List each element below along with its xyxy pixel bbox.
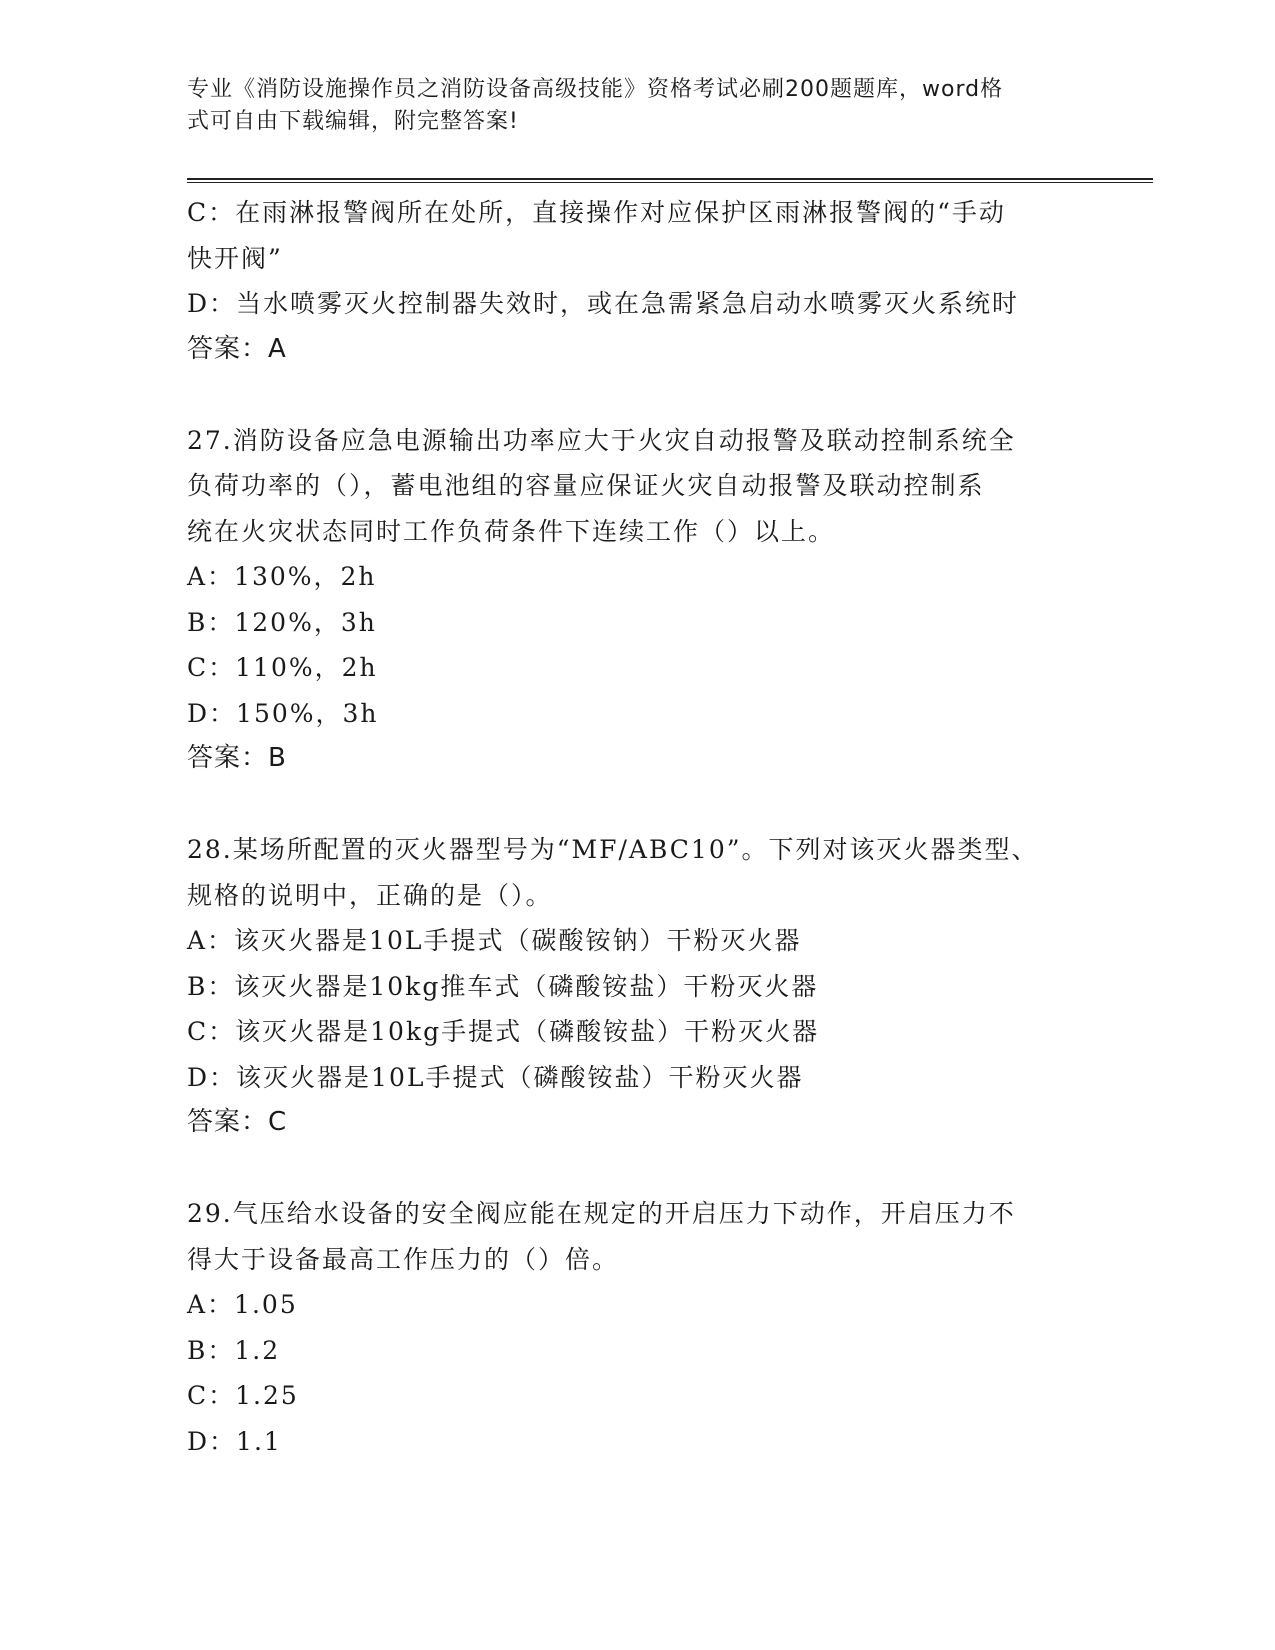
- answer: 答案：A: [187, 333, 287, 364]
- option-a: A：130%，2h: [187, 562, 377, 591]
- option-a: A：1.05: [187, 1290, 298, 1319]
- answer: 答案：C: [187, 1107, 288, 1137]
- question-29: [187, 1191, 1087, 1464]
- answer: 答案：B: [187, 743, 287, 773]
- option-a: A：该灭火器是10L手提式（碳酸铵钠）干粉灭火器: [187, 926, 802, 955]
- option-c: C：110%，2h: [187, 653, 378, 682]
- spacer: [187, 1146, 1087, 1192]
- question-stem: 负荷功率的（），蓄电池组的容量应保证火灾自动报警及联动控制系: [187, 471, 985, 500]
- option-b: B：1.2: [187, 1335, 281, 1365]
- question-stem: 29.气压给水设备的安全阀应能在规定的开启压力下动作，开启压力不: [187, 1199, 1016, 1228]
- question-stem: 规格的说明中，正确的是（）。: [187, 880, 553, 910]
- header-divider: [187, 178, 1153, 183]
- option-d: D：当水喷雾灭火控制器失效时，或在急需紧急启动水喷雾灭火系统时: [187, 289, 1020, 318]
- option-c: C：1.25: [187, 1381, 299, 1410]
- option-c-continued: 快开阀”: [187, 243, 283, 273]
- header-title-line2: 式可自由下载编辑，附完整答案!: [187, 109, 519, 134]
- prev-question: [187, 190, 1087, 372]
- option-d: D：1.1: [187, 1426, 282, 1456]
- document-body: [187, 190, 1087, 1464]
- option-d: D：150%，3h: [187, 698, 379, 728]
- option-d: D：该灭火器是10L手提式（磷酸铵盐）干粉灭火器: [187, 1062, 804, 1092]
- option-c: C：在雨淋报警阀所在处所，直接操作对应保护区雨淋报警阀的“手动: [187, 198, 1006, 227]
- page-header: [187, 74, 1067, 138]
- question-27: [187, 418, 1087, 782]
- question-28: [187, 827, 1087, 1146]
- option-b: B：该灭火器是10kg推车式（磷酸铵盐）干粉灭火器: [187, 971, 819, 1001]
- question-stem: 27.消防设备应急电源输出功率应大于火灾自动报警及联动控制系统全: [187, 425, 1016, 455]
- header-title-line1: 专业《消防设施操作员之消防设备高级技能》资格考试必刷200题题库，word格: [187, 77, 1004, 102]
- question-stem: 统在火灾状态同时工作负荷条件下连续工作（）以上。: [187, 516, 836, 546]
- option-b: B：120%，3h: [187, 607, 377, 637]
- question-stem: 得大于设备最高工作压力的（）倍。: [187, 1244, 620, 1274]
- spacer: [187, 782, 1087, 828]
- question-stem: 28.某场所配置的灭火器型号为“MF/ABC10”。下列对该灭火器类型、: [187, 835, 1039, 864]
- spacer: [187, 372, 1087, 418]
- option-c: C：该灭火器是10kg手提式（磷酸铵盐）干粉灭火器: [187, 1017, 820, 1046]
